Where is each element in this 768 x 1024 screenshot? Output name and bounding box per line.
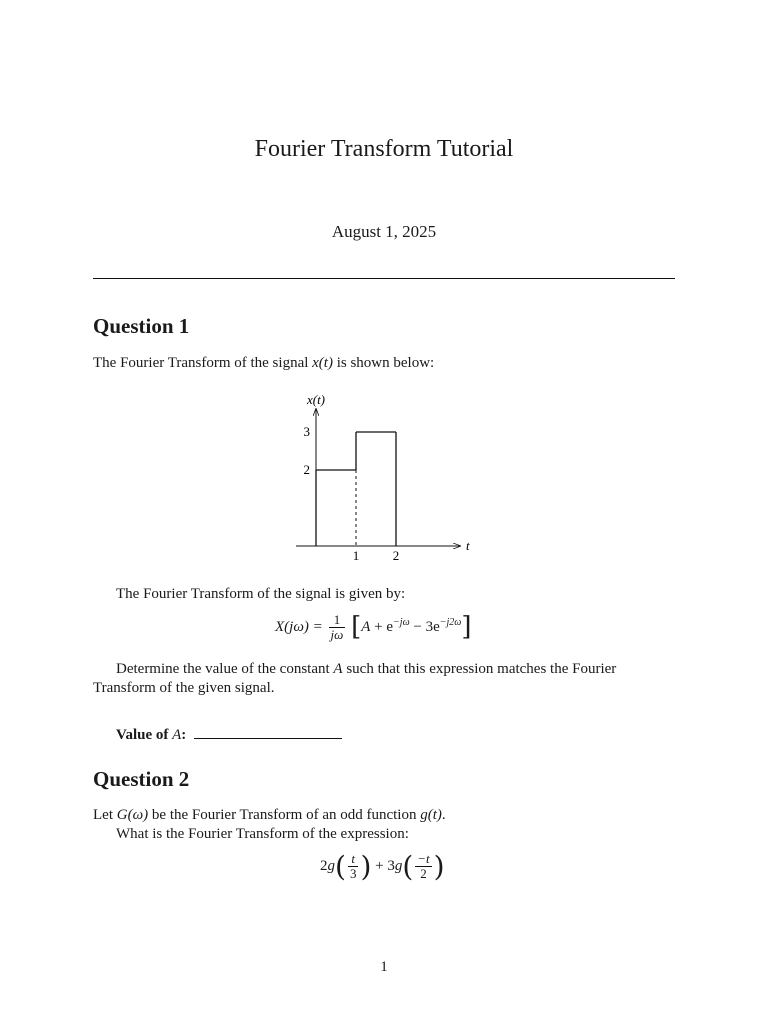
eq-frac-den: jω <box>330 627 344 643</box>
x-axis-label: t <box>466 538 470 553</box>
expr-frac-1-num: t <box>351 851 355 866</box>
expr-paren-close-2: ) <box>433 850 445 883</box>
expr-frac-2-num: −t <box>417 851 430 866</box>
q1-answer-blank[interactable] <box>194 724 342 739</box>
q2-expression <box>320 852 445 881</box>
q1-ft-intro: The Fourier Transform of the signal is given by: <box>116 586 406 602</box>
expr-g-1: g <box>327 857 335 874</box>
expr-frac-1-den: 3 <box>349 866 357 881</box>
y-axis-label: x(t) <box>306 392 326 407</box>
x-tick-label-1: 1 <box>352 548 360 563</box>
expr-paren-open-1: ( <box>335 850 346 883</box>
plot-layer <box>296 392 470 563</box>
eq-exp2: −j2ω <box>439 617 462 628</box>
eq-exp1: −jω <box>393 617 410 628</box>
q2-line1-post: . <box>441 807 446 823</box>
q1-determine-post: such that this expression matches the Fourier <box>342 661 617 677</box>
q1-determine-line2: Transform of the given signal. <box>93 680 275 696</box>
q1-intro-post: is shown below: <box>332 355 435 371</box>
eq-minus: − 3e <box>413 619 440 635</box>
q1-intro-pre: The Fourier Transform of the signal <box>93 355 313 371</box>
q1-determine-line1 <box>116 660 616 679</box>
eq-lhs: X(jω) = <box>275 619 323 635</box>
document-title: Fourier Transform Tutorial <box>254 136 514 162</box>
expr-coef-1: 2 <box>320 857 328 874</box>
q2-line1-pre: Let <box>93 807 117 823</box>
q2-line1-mid: be the Fourier Transform of an odd function <box>148 807 421 823</box>
q1-value-var: A <box>172 727 182 743</box>
q2-G: G(ω) <box>116 807 149 823</box>
title-divider <box>93 278 675 279</box>
q1-determine-var: A <box>333 661 343 677</box>
expr-plus: + 3 <box>375 857 395 874</box>
expr-frac-2 <box>415 852 431 881</box>
q1-value-label: Value of <box>116 727 173 743</box>
expr-frac-2-den: 2 <box>415 866 431 881</box>
q1-answer-row <box>116 724 342 745</box>
q2-line1 <box>93 806 446 825</box>
document-date: August 1, 2025 <box>331 222 437 241</box>
expr-g-2: g <box>394 857 403 874</box>
eq-frac-num: 1 <box>333 612 341 628</box>
q1-determine-pre: Determine the value of the constant <box>116 661 334 677</box>
q2-g: g(t) <box>420 807 442 823</box>
eq-a: A <box>361 619 371 635</box>
q2-line2: What is the Fourier Transform of the expression: <box>116 826 409 842</box>
y-tick-label-2: 3 <box>303 424 310 439</box>
q1-value-colon: : <box>181 727 187 743</box>
expr-paren-close-1: ) <box>360 850 372 883</box>
page-number: 1 <box>380 959 388 975</box>
signal-plot <box>280 385 480 565</box>
eq-plus: + e <box>374 619 394 635</box>
expr-paren-open-2: ( <box>402 850 414 883</box>
y-tick-label-1: 2 <box>303 462 310 477</box>
q1-intro <box>93 354 434 373</box>
eq-fraction <box>329 613 346 642</box>
expr-frac-1 <box>348 852 359 881</box>
question-1-heading: Question 1 <box>93 314 190 338</box>
eq-close-bracket: ] <box>461 612 472 643</box>
q1-intro-signal: x(t) <box>312 355 333 371</box>
question-2-heading: Question 2 <box>93 767 190 791</box>
x-tick-label-2: 2 <box>392 548 400 563</box>
eq-open-bracket: [ <box>351 612 362 643</box>
q1-equation <box>275 613 472 642</box>
